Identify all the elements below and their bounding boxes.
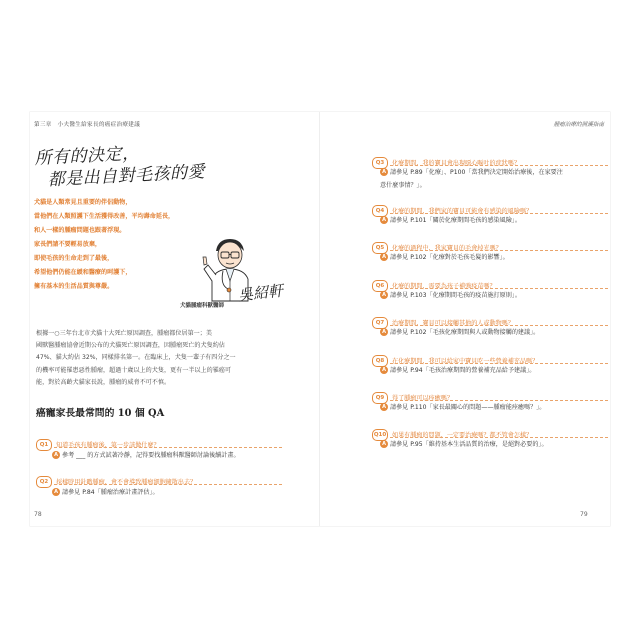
question-badge: Q1 (36, 439, 52, 451)
question-badge: Q6 (372, 280, 388, 292)
answer-badge: A (380, 216, 388, 224)
intro-line: 犬貓是人類常見且重要的伴侶動物， (34, 199, 132, 206)
question-text: 採樣時用針戳腫瘤，會不會導致腫瘤細胞擴散出去？ (56, 479, 197, 486)
handwritten-title (34, 139, 206, 192)
book-gutter (319, 112, 320, 526)
answer-item (52, 487, 159, 496)
answer-item (380, 252, 509, 261)
answer-item (380, 290, 521, 299)
question-badge: Q9 (372, 392, 388, 404)
answer-text: 請參見 P.95「維持基本生活品質的治療，是絕對必要的」。 (390, 441, 548, 448)
question-divider (390, 165, 608, 166)
vet-signature: 吳紹軒 (237, 281, 284, 305)
body-line: 的機率可能罹患惡性腫瘤，超過十歲以上的犬隻，更有一半以上的罹癌可 (36, 366, 231, 374)
question-text: 化療的過程中，我家寶貝的毛會掉光嗎？ (392, 245, 502, 252)
question-text: 在化療期間，我可以給家中寶貝吃一些營養補充品嗎？ (392, 358, 539, 365)
question-divider (54, 484, 282, 485)
page-number-left: 78 (34, 511, 42, 518)
answer-badge: A (380, 291, 388, 299)
answer-badge: A (380, 440, 388, 448)
body-line: 47%、貓大約佔 32%，同樣排名第一。在臨床上，犬隻一輩子有四分之一 (36, 354, 236, 362)
answer-badge: A (380, 328, 388, 336)
question-divider (390, 250, 608, 251)
answer-badge: A (380, 403, 388, 411)
qa-section-heading: 癌寵家長最常問的 10 個 QA (36, 408, 165, 419)
question-divider (390, 213, 608, 214)
question-badge: Q3 (372, 157, 388, 169)
answer-text: 請參見 P.101「關於化療期間毛孩的感染風險」。 (390, 217, 521, 224)
vet-title-label: 犬貓腫瘤科獸醫師 (180, 303, 225, 309)
question-text: 化療的期間，我們家的寶貝可能會有感染的風險嗎？ (392, 208, 533, 215)
intro-line: 擁有基本的生活品質與尊嚴。 (34, 283, 114, 290)
intro-line: 和人一樣的腫瘤問題也跟著浮現。 (34, 227, 126, 234)
answer-text: 請參見 P.94「毛孩治療期間的營養補充品給予建議」。 (390, 367, 536, 374)
question-divider (390, 400, 608, 401)
answer-item (380, 365, 535, 374)
answer-badge: A (380, 253, 388, 261)
question-badge: Q10 (372, 429, 388, 441)
page-number-right: 79 (580, 511, 588, 518)
answer-text: 請參見 P.103「化療期間毛孩的疫苗施打原則」。 (390, 292, 521, 299)
answer-text: 參考 ___ 的方式試著冷靜，記得要找腫瘤科獸醫師討論後續計畫。 (62, 452, 240, 459)
question-badge: Q4 (372, 205, 388, 217)
answer-item (52, 450, 240, 459)
question-text: 得了腫瘤可以痊癒嗎？ (392, 395, 453, 402)
question-badge: Q2 (36, 476, 52, 488)
running-header-left: 第三章 小夫醫生給家長的癌症治療建議 (34, 122, 141, 128)
question-divider (390, 288, 608, 289)
intro-line: 即使毛孩的生命走到了最後， (34, 255, 114, 262)
answer-item (380, 215, 521, 224)
question-divider (390, 437, 608, 438)
answer-text: 請參見 P.89「化療」、P100「當我們決定開始治療後，在家要注 (390, 169, 563, 176)
handwritten-title-line1: 所有的決定， (34, 143, 140, 169)
question-divider (54, 447, 282, 448)
intro-line: 希望他們仍能在緩和醫療的呵護下， (34, 269, 132, 276)
question-divider (390, 325, 608, 326)
answer-item (380, 402, 545, 411)
question-text: 治療期間，寶貝可以接觸其他的人或動物嗎？ (392, 320, 514, 327)
body-paragraph (36, 328, 282, 389)
answer-text: 請參見 P.110「家長最關心的問題——腫瘤能痊癒嗎？」。 (390, 404, 546, 411)
answer-badge: A (52, 488, 60, 496)
answer-badge: A (380, 366, 388, 374)
answer-item (380, 439, 548, 448)
body-line: 根據一○三年台北市犬貓十大死亡原因調查，腫瘤都位居第一；美 (36, 330, 212, 337)
answer-item (380, 167, 563, 176)
question-text: 化療的期間，需要為孩子補強疫苗嗎？ (392, 283, 496, 290)
answer-item (380, 327, 539, 336)
intro-line: 家長們請不要輕易放棄， (34, 241, 102, 248)
body-line: 國獸醫腫瘤協會近期公布的犬貓死亡原因調查，因腫瘤死亡的犬隻約佔 (36, 342, 225, 350)
handwritten-title-line2: 都是出自對毛孩的愛 (47, 162, 206, 191)
question-badge: Q5 (372, 242, 388, 254)
question-text: 化療期間，我的寶貝會出現噁心嘔吐的症狀嗎？ (392, 160, 520, 167)
running-header-right: 腫瘤治療的照護指南 (553, 122, 604, 128)
question-text: 如果有腫瘤的問題，一定要治療嗎？都不管會怎樣？ (392, 432, 533, 439)
answer-text: 請參見 P.102「化療對於毛孩毛髮的影響」。 (390, 254, 509, 261)
question-text: 知道毛孩有腫瘤後，第一步該做什麼？ (56, 442, 160, 449)
question-badge: Q7 (372, 317, 388, 329)
answer-badge: A (380, 168, 388, 176)
answer-text: 請參見 P.84「腫瘤治療計畫評估」。 (62, 489, 159, 496)
answer-text: 請參見 P.102「毛孩化療期間與人或動物接觸的建議」。 (390, 329, 540, 336)
intro-line: 當他們在人類照護下生活獲得改善，平均壽命延長， (34, 213, 175, 220)
answer-continuation: 意什麼事情？」。 (380, 182, 426, 189)
body-line: 能，對於高齡犬貓家長說，腫瘤的威脅不可不慎。 (36, 378, 171, 386)
answer-badge: A (52, 451, 60, 459)
question-divider (390, 363, 608, 364)
question-badge: Q8 (372, 355, 388, 367)
